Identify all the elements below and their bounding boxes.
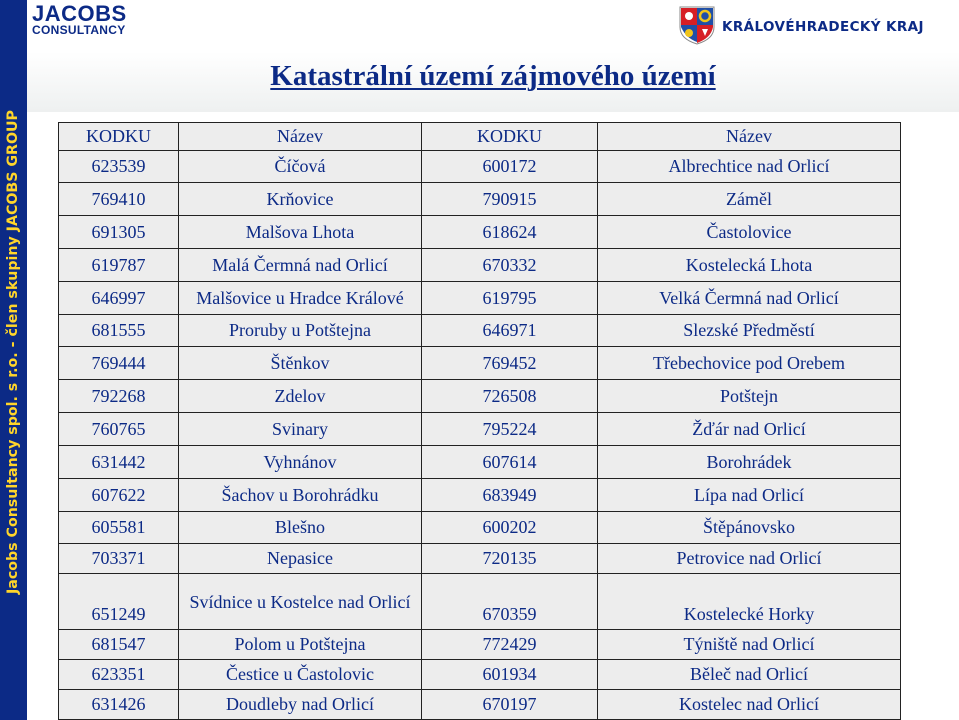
cell-kodku: 646971 xyxy=(422,315,598,347)
table-row xyxy=(59,690,901,720)
cell-nazev: Častolovice xyxy=(598,216,901,249)
table-row xyxy=(59,183,901,216)
cell-kodku: 670359 xyxy=(422,574,598,630)
cell-kodku: 670197 xyxy=(422,690,598,720)
column-header: KODKU xyxy=(59,123,179,151)
cell-nazev: Týniště nad Orlicí xyxy=(598,630,901,660)
table-row xyxy=(59,574,901,630)
jacobs-logo-sub: CONSULTANCY xyxy=(32,23,126,37)
cell-nazev: Kostelec nad Orlicí xyxy=(598,690,901,720)
cell-nazev: Štěpánovsko xyxy=(598,512,901,544)
region-logo xyxy=(678,5,953,45)
cell-nazev: Běleč nad Orlicí xyxy=(598,660,901,690)
cadastral-table xyxy=(58,122,901,720)
cell-nazev: Malšova Lhota xyxy=(179,216,422,249)
cell-kodku: 607614 xyxy=(422,446,598,479)
cell-nazev: Malá Čermná nad Orlicí xyxy=(179,249,422,282)
cell-nazev: Blešno xyxy=(179,512,422,544)
cell-kodku: 600202 xyxy=(422,512,598,544)
cell-nazev: Štěnkov xyxy=(179,347,422,380)
cell-nazev: Svinary xyxy=(179,413,422,446)
cell-kodku: 691305 xyxy=(59,216,179,249)
cell-nazev: Slezské Předměstí xyxy=(598,315,901,347)
cell-kodku: 601934 xyxy=(422,660,598,690)
cell-kodku: 792268 xyxy=(59,380,179,413)
page-title: Katastrální území zájmového území xyxy=(270,60,716,92)
cell-nazev: Čestice u Častolovic xyxy=(179,660,422,690)
cell-nazev: Svídnice u Kostelce nad Orlicí xyxy=(179,574,422,630)
cell-nazev: Číčová xyxy=(179,151,422,183)
cell-kodku: 646997 xyxy=(59,282,179,315)
cell-kodku: 720135 xyxy=(422,544,598,574)
table-row xyxy=(59,151,901,183)
column-header: Název xyxy=(179,123,422,151)
cell-kodku: 631442 xyxy=(59,446,179,479)
coat-of-arms-icon xyxy=(678,5,716,45)
cell-kodku: 623539 xyxy=(59,151,179,183)
table-row xyxy=(59,249,901,282)
jacobs-logo xyxy=(32,3,142,39)
cell-nazev: Petrovice nad Orlicí xyxy=(598,544,901,574)
cell-kodku: 769410 xyxy=(59,183,179,216)
table-row xyxy=(59,380,901,413)
column-header: KODKU xyxy=(422,123,598,151)
cell-kodku: 681555 xyxy=(59,315,179,347)
cell-kodku: 600172 xyxy=(422,151,598,183)
cell-nazev: Zdelov xyxy=(179,380,422,413)
table-row xyxy=(59,512,901,544)
table-row xyxy=(59,282,901,315)
cell-nazev: Žďár nad Orlicí xyxy=(598,413,901,446)
cell-kodku: 618624 xyxy=(422,216,598,249)
cell-kodku: 619787 xyxy=(59,249,179,282)
cell-nazev: Velká Čermná nad Orlicí xyxy=(598,282,901,315)
cell-nazev: Albrechtice nad Orlicí xyxy=(598,151,901,183)
cell-kodku: 619795 xyxy=(422,282,598,315)
cell-nazev: Kostelecké Horky xyxy=(598,574,901,630)
cell-nazev: Vyhnánov xyxy=(179,446,422,479)
cell-nazev: Doudleby nad Orlicí xyxy=(179,690,422,720)
cell-kodku: 681547 xyxy=(59,630,179,660)
cell-kodku: 651249 xyxy=(59,574,179,630)
cell-kodku: 769452 xyxy=(422,347,598,380)
table-header-row xyxy=(59,123,901,151)
cell-nazev: Záměl xyxy=(598,183,901,216)
table-row xyxy=(59,544,901,574)
cell-nazev: Šachov u Borohrádku xyxy=(179,479,422,512)
cadastral-table-body xyxy=(59,123,901,720)
cell-kodku: 795224 xyxy=(422,413,598,446)
side-band-text: Jacobs Consultancy spol. s r.o. - člen skupiny JACOBS GROUP xyxy=(5,110,21,594)
region-logo-name: KRÁLOVÉHRADECKÝ KRAJ xyxy=(722,19,924,35)
cell-kodku: 772429 xyxy=(422,630,598,660)
table-row xyxy=(59,479,901,512)
cell-nazev: Krňovice xyxy=(179,183,422,216)
cell-kodku: 670332 xyxy=(422,249,598,282)
cell-nazev: Lípa nad Orlicí xyxy=(598,479,901,512)
cell-kodku: 726508 xyxy=(422,380,598,413)
table-row xyxy=(59,446,901,479)
cell-kodku: 769444 xyxy=(59,347,179,380)
column-header: Název xyxy=(598,123,901,151)
table-row xyxy=(59,660,901,690)
cell-kodku: 631426 xyxy=(59,690,179,720)
cell-nazev: Třebechovice pod Orebem xyxy=(598,347,901,380)
cell-nazev: Borohrádek xyxy=(598,446,901,479)
cell-kodku: 760765 xyxy=(59,413,179,446)
cell-nazev: Potštejn xyxy=(598,380,901,413)
table-row xyxy=(59,216,901,249)
table-row xyxy=(59,347,901,380)
cell-kodku: 607622 xyxy=(59,479,179,512)
cell-kodku: 623351 xyxy=(59,660,179,690)
cell-nazev: Kostelecká Lhota xyxy=(598,249,901,282)
cadastral-table-wrap xyxy=(58,122,901,720)
cell-nazev: Proruby u Potštejna xyxy=(179,315,422,347)
jacobs-logo-name: JACOBS xyxy=(32,1,127,26)
table-row xyxy=(59,315,901,347)
table-row xyxy=(59,413,901,446)
table-row xyxy=(59,630,901,660)
cell-nazev: Malšovice u Hradce Králové xyxy=(179,282,422,315)
cell-kodku: 703371 xyxy=(59,544,179,574)
cell-nazev: Polom u Potštejna xyxy=(179,630,422,660)
cell-kodku: 790915 xyxy=(422,183,598,216)
cell-kodku: 683949 xyxy=(422,479,598,512)
cell-kodku: 605581 xyxy=(59,512,179,544)
cell-nazev: Nepasice xyxy=(179,544,422,574)
